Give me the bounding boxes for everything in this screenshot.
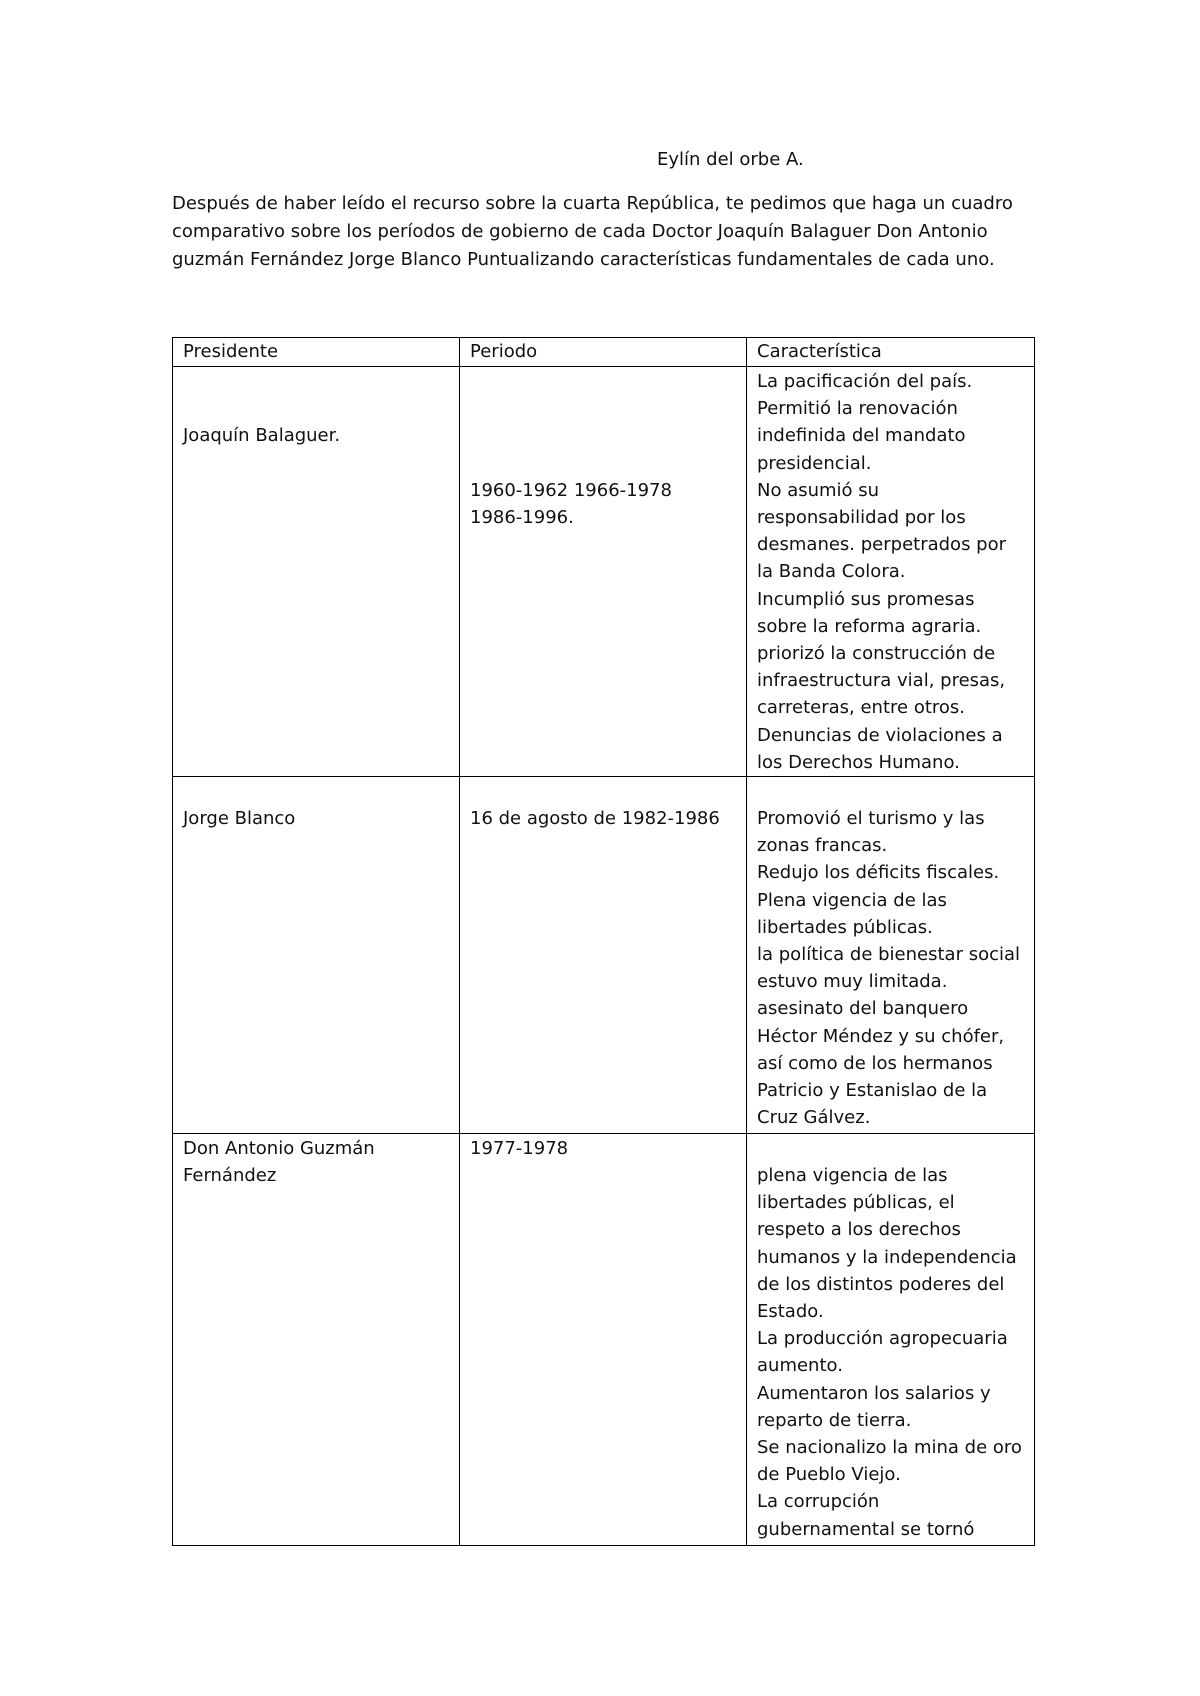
period-line: 1960-1962 1966-1978 — [470, 480, 672, 501]
instruction-line: comparativo sobre los períodos de gobierno de cada Doctor Joaquín Balaguer Don Antonio — [172, 221, 988, 242]
characteristic-line: los Derechos Humano. — [757, 751, 960, 773]
characteristic-line: Aumentaron los salarios y — [757, 1382, 991, 1404]
characteristic-line: La corrupción — [757, 1491, 880, 1513]
characteristic-line: reparto de tierra. — [757, 1409, 912, 1431]
cell-president — [173, 777, 460, 1134]
table-row — [173, 777, 1035, 1134]
cell-period — [460, 1134, 747, 1546]
characteristic-line: plena vigencia de las — [757, 1165, 948, 1187]
cell-president — [173, 367, 460, 777]
characteristic-line: libertades públicas. — [757, 916, 933, 938]
characteristic-line: carreteras, entre otros. — [757, 697, 966, 719]
characteristic-line: presidencial. — [757, 452, 872, 474]
period-line: 1977-1978 — [470, 1138, 569, 1160]
assignment-instructions — [172, 190, 1052, 274]
characteristic-line: Héctor Méndez y su chófer, — [757, 1025, 1005, 1047]
characteristic-line: Permitió la renovación — [757, 398, 958, 420]
characteristic-line: indefinida del mandato — [757, 425, 966, 447]
characteristic-line: libertades públicas, el — [757, 1192, 955, 1214]
period-line: 1986-1996. — [470, 507, 574, 529]
characteristic-line: Incumplió sus promesas — [757, 588, 975, 610]
characteristic-line: sobre la reforma agraria. — [757, 615, 982, 637]
period-line: 16 de agosto de 1982-1986 — [470, 808, 720, 830]
characteristic-line: La pacificación del país. — [757, 371, 973, 392]
president-name: Fernández — [183, 1165, 277, 1187]
instruction-line: Después de haber leído el recurso sobre la cuarta República, te pedimos que haga un cuadro — [172, 193, 1013, 214]
characteristic-line: estuvo muy limitada. — [757, 971, 948, 993]
characteristic-line: de Pueblo Viejo. — [757, 1464, 901, 1486]
characteristic-line: Se nacionalizo la mina de oro — [757, 1437, 1022, 1459]
instruction-line: guzmán Fernández Jorge Blanco Puntualizando características fundamentales de cada uno. — [172, 249, 995, 270]
characteristic-line: la política de bienestar social — [757, 944, 1021, 966]
characteristic-line: desmanes. perpetrados por — [757, 534, 1007, 556]
characteristic-line: respeto a los derechos — [757, 1219, 961, 1241]
characteristic-line: infraestructura vial, presas, — [757, 670, 1006, 692]
header-characteristic: Característica — [747, 338, 1035, 367]
cell-period — [460, 777, 747, 1134]
table-row — [173, 367, 1035, 777]
characteristic-line: Cruz Gálvez. — [757, 1107, 871, 1129]
header-period: Periodo — [460, 338, 747, 367]
characteristic-line: así como de los hermanos — [757, 1052, 993, 1074]
characteristic-line: No asumió su — [757, 479, 880, 501]
characteristic-line: zonas francas. — [757, 835, 888, 857]
characteristic-line: humanos y la independencia — [757, 1246, 1017, 1268]
president-name: Jorge Blanco — [183, 808, 296, 830]
characteristic-line: aumento. — [757, 1355, 843, 1377]
characteristic-line: Patricio y Estanislao de la — [757, 1080, 988, 1102]
author-name: Eylín del orbe A. — [657, 149, 804, 170]
characteristic-line: asesinato del banquero — [757, 998, 969, 1020]
comparison-table — [172, 337, 1035, 1546]
characteristic-line: Denuncias de violaciones a — [757, 724, 1003, 746]
cell-characteristic — [747, 777, 1035, 1134]
characteristic-line: responsabilidad por los — [757, 507, 966, 529]
president-name: Don Antonio Guzmán — [183, 1138, 375, 1160]
characteristic-line: gubernamental se tornó — [757, 1518, 975, 1540]
characteristic-line: Redujo los déficits fiscales. — [757, 862, 1000, 884]
table-header-row — [173, 338, 1035, 367]
characteristic-line: Promovió el turismo y las — [757, 808, 985, 830]
cell-characteristic — [747, 1134, 1035, 1546]
header-president: Presidente — [173, 338, 460, 367]
president-name: Joaquín Balaguer. — [183, 425, 341, 446]
cell-period — [460, 367, 747, 777]
cell-president — [173, 1134, 460, 1546]
characteristic-line: La producción agropecuaria — [757, 1328, 1008, 1350]
characteristic-line: la Banda Colora. — [757, 561, 906, 583]
characteristic-line: priorizó la construcción de — [757, 643, 996, 665]
characteristic-line: Plena vigencia de las — [757, 889, 947, 911]
characteristic-line: de los distintos poderes del — [757, 1273, 1005, 1295]
characteristic-line: Estado. — [757, 1301, 824, 1323]
table-row — [173, 1134, 1035, 1546]
cell-characteristic — [747, 367, 1035, 777]
